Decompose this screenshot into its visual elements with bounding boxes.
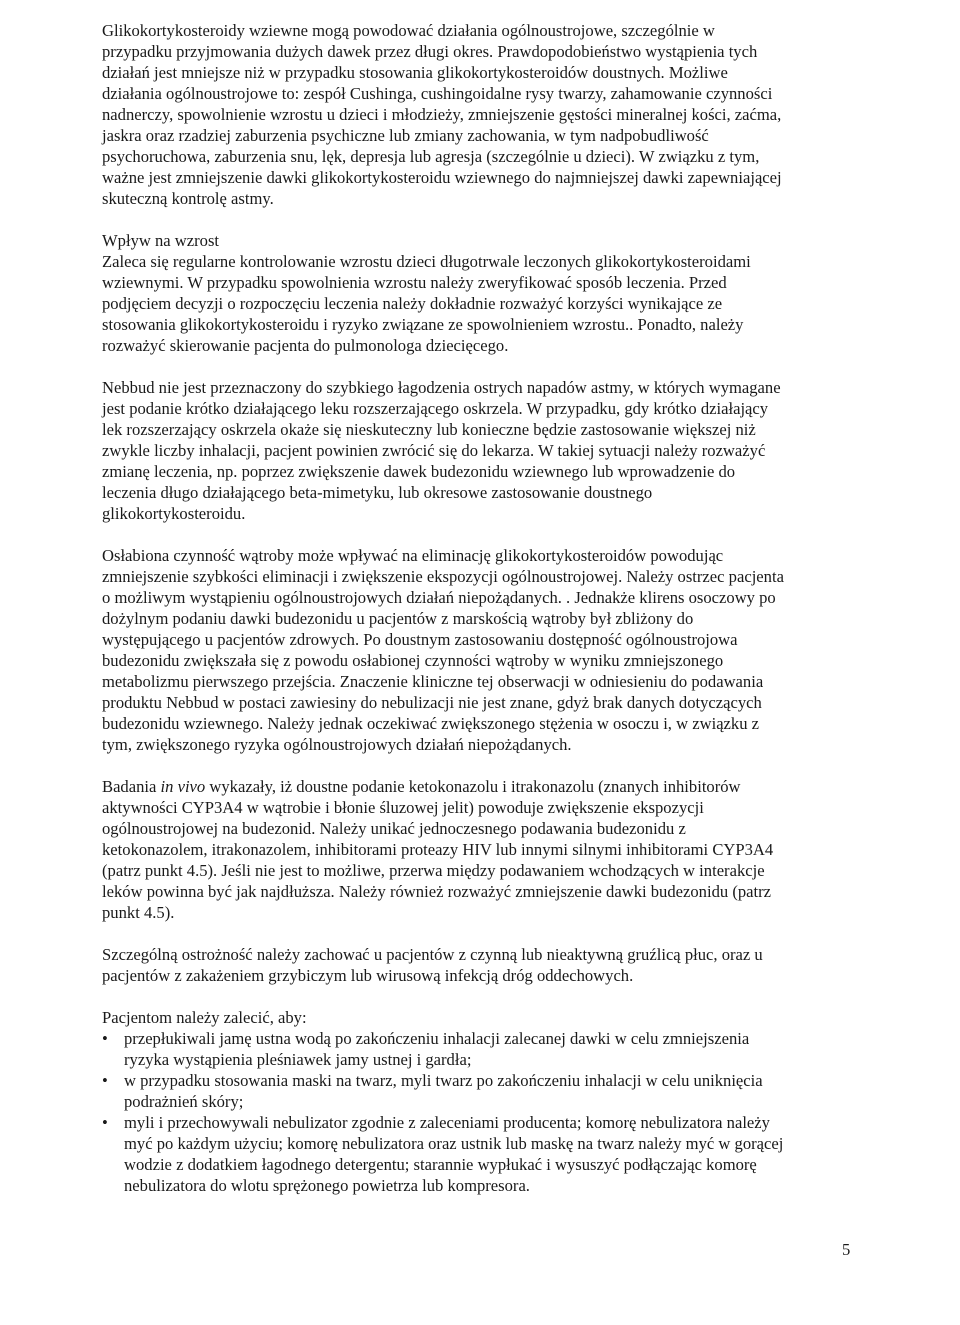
text-line: stosowania glikokortykosteroidu i ryzyko związane ze spowolnieniem wzrostu.. Ponadto, należy bbox=[102, 315, 744, 334]
text-line: lek rozszerzający oskrzela okaże się nieskuteczny lub konieczne będzie zastosowanie większej niż bbox=[102, 420, 756, 439]
paragraph-systemic-effects bbox=[102, 20, 854, 209]
text-line: jaskra oraz rzadziej zaburzenia psychiczne lub zmiany zachowania, w tym nadpobudliwość bbox=[102, 126, 709, 145]
text-line: myć po każdym użyciu; komorę nebulizatora oraz ustnik lub maskę na twarz należy myć w gorącej bbox=[124, 1134, 784, 1153]
italic-term: in vivo bbox=[160, 777, 206, 796]
text-line: glikokortykosteroidu. bbox=[102, 504, 246, 523]
text-line: psychoruchowa, zaburzenia snu, lęk, depresja lub agresja (szczególnie u dzieci). W związku z tym, bbox=[102, 147, 760, 166]
text-line: tym, zwiększonego ryzyka ogólnoustrojowych działań niepożądanych. bbox=[102, 735, 572, 754]
advice-list bbox=[102, 1028, 854, 1196]
text-line: jest podanie krótko działającego leku rozszerzającego oskrzela. W przypadku, gdy krótko działający bbox=[102, 399, 769, 418]
text-line: Nebbud nie jest przeznaczony do szybkiego łagodzenia ostrych napadów astmy, w których wymagane bbox=[102, 378, 781, 397]
paragraph-acute-attacks bbox=[102, 377, 854, 524]
bullet-icon: • bbox=[102, 1029, 108, 1048]
paragraph-liver-function bbox=[102, 545, 854, 755]
text-line: zmniejszenie szybkości eliminacji i zwiększenie ekspozycji ogólnoustrojowej. Należy ostrzec pacjenta bbox=[102, 567, 784, 586]
bullet-icon: • bbox=[102, 1113, 108, 1132]
text-line: (patrz punkt 4.5). Jeśli nie jest to możliwe, przerwa między podawaniem wchodzących w interakcje bbox=[102, 861, 765, 880]
text-line: występującego u pacjentów zdrowych. Po doustnym zastosowaniu dostępność ogólnoustrojowa bbox=[102, 630, 738, 649]
text-line: ryzyka wystąpienia pleśniawek jamy ustnej i gardła; bbox=[124, 1050, 472, 1069]
text-line: wziewnymi. W przypadku spowolnienia wzrostu należy zweryfikować sposób leczenia. Przed bbox=[102, 273, 727, 292]
text-line: Glikokortykosteroidy wziewne mogą powodować działania ogólnoustrojowe, szczególnie w bbox=[102, 21, 715, 40]
paragraph-patient-advice bbox=[102, 1007, 854, 1196]
text-line: podrażnień skóry; bbox=[124, 1092, 244, 1111]
text-line: Osłabiona czynność wątroby może wpływać na eliminację glikokortykosteroidów powodując bbox=[102, 546, 724, 565]
text-line: zwykle liczby inhalacji, pacjent powinien zwrócić się do lekarza. W takiej sytuacji należy rozważyć bbox=[102, 441, 766, 460]
text-line bbox=[102, 776, 854, 797]
text-line: Zaleca się regularne kontrolowanie wzrostu dzieci długotrwale leczonych glikokortykosteroidami bbox=[102, 252, 751, 271]
document-body bbox=[102, 20, 854, 1196]
text-line: leczenia długo działającego beta-mimetyku, lub okresowe zastosowanie doustnego bbox=[102, 483, 653, 502]
list-item bbox=[102, 1028, 854, 1070]
text-line: punkt 4.5). bbox=[102, 903, 175, 922]
text-line: myli i przechowywali nebulizator zgodnie z zaleceniami producenta; komorę nebulizatora należy bbox=[124, 1113, 770, 1132]
list-item bbox=[102, 1070, 854, 1112]
text-line: ogólnoustrojowej na budezonid. Należy unikać jednoczesnego podawania budezonidu z bbox=[102, 819, 686, 838]
text-line: zmianę leczenia, np. poprzez zwiększenie dawek budezonidu wziewnego lub wprowadzenie do bbox=[102, 462, 736, 481]
text-line: Szczególną ostrożność należy zachować u pacjentów z czynną lub nieaktywną gruźlicą płuc, oraz u bbox=[102, 945, 763, 964]
text-line: leków powinna być jak najdłuższa. Należy również rozważyć zmniejszenie dawki budezonidu (patrz bbox=[102, 882, 772, 901]
text-line: przepłukiwali jamę ustna wodą po zakończeniu inhalacji zalecanej dawki w celu zmniejszenia bbox=[124, 1029, 750, 1048]
text-fragment: wykazały, iż doustne podanie ketokonazolu i itrakonazolu (znanych inhibitorów bbox=[205, 777, 741, 796]
text-line: wodzie z dodatkiem łagodnego detergentu; starannie wypłukać i wysuszyć podłączając komorę bbox=[124, 1155, 757, 1174]
paragraph-interactions bbox=[102, 776, 854, 923]
text-line: ketokonazolem, itrakonazolem, inhibitorami proteazy HIV lub innymi silnymi inhibitorami CYP3A4 bbox=[102, 840, 774, 859]
text-line: w przypadku stosowania maski na twarz, myli twarz po zakończeniu inhalacji w celu uniknięcia bbox=[124, 1071, 763, 1090]
text-line: działań jest mniejsze niż w przypadku stosowania glikokortykosteroidów doustnych. Możliwe bbox=[102, 63, 728, 82]
text-line: o możliwym wystąpieniu ogólnoustrojowych działań niepożądanych. . Jednakże klirens osoczowy po bbox=[102, 588, 776, 607]
text-line: produktu Nebbud w postaci zawiesiny do nebulizacji nie jest znane, gdyż brak danych dotyczących bbox=[102, 693, 762, 712]
text-line: nebulizatora do wlotu sprężonego powietrza lub kompresora. bbox=[124, 1176, 530, 1195]
text-line: aktywności CYP3A4 w wątrobie i błonie śluzowej jelit) powoduje zwiększenie ekspozycji bbox=[102, 798, 704, 817]
text-line: działania ogólnoustrojowe to: zespół Cushinga, cushingoidalne rysy twarzy, zahamowanie czynności bbox=[102, 84, 773, 103]
text-line: Pacjentom należy zalecić, aby: bbox=[102, 1008, 307, 1027]
paragraph-growth bbox=[102, 230, 854, 356]
text-line: budezonidu wziewnego. Należy jednak oczekiwać zwiększonego stężenia w osoczu i, w związku z bbox=[102, 714, 760, 733]
bullet-icon: • bbox=[102, 1071, 108, 1090]
text-line: metabolizmu pierwszego przejścia. Znaczenie kliniczne tej obserwacji w odniesieniu do podawania bbox=[102, 672, 764, 691]
text-line: przypadku przyjmowania dużych dawek przez długi okres. Prawdopodobieństwo wystąpienia tych bbox=[102, 42, 758, 61]
text-line: dożylnym podaniu dawki budezonidu u pacjentów z marskością wątroby był zbliżony do bbox=[102, 609, 694, 628]
text-line: nadnerczy, spowolnienie wzrostu u dzieci i młodzieży, zmniejszenie gęstości mineralnej kości, zaćma, bbox=[102, 105, 782, 124]
text-fragment: Badania bbox=[102, 777, 161, 796]
list-item bbox=[102, 1112, 854, 1196]
paragraph-tuberculosis bbox=[102, 944, 854, 986]
text-line: rozważyć skierowanie pacjenta do pulmonologa dziecięcego. bbox=[102, 336, 509, 355]
page-number: 5 bbox=[842, 1240, 851, 1259]
text-line: budezonidu zwiększała się z powodu osłabionej czynności wątroby w wyniku zmniejszonego bbox=[102, 651, 724, 670]
text-line: podjęciem decyzji o rozpoczęciu leczenia należy dokładnie rozważyć korzyści wynikające ze bbox=[102, 294, 723, 313]
text-line: skuteczną kontrolę astmy. bbox=[102, 189, 274, 208]
section-heading-growth: Wpływ na wzrost bbox=[102, 231, 220, 250]
text-line: ważne jest zmniejszenie dawki glikokortykosteroidu wziewnego do najmniejszej dawki zapewniającej bbox=[102, 168, 782, 187]
text-line: pacjentów z zakażeniem grzybiczym lub wirusową infekcją dróg oddechowych. bbox=[102, 966, 634, 985]
